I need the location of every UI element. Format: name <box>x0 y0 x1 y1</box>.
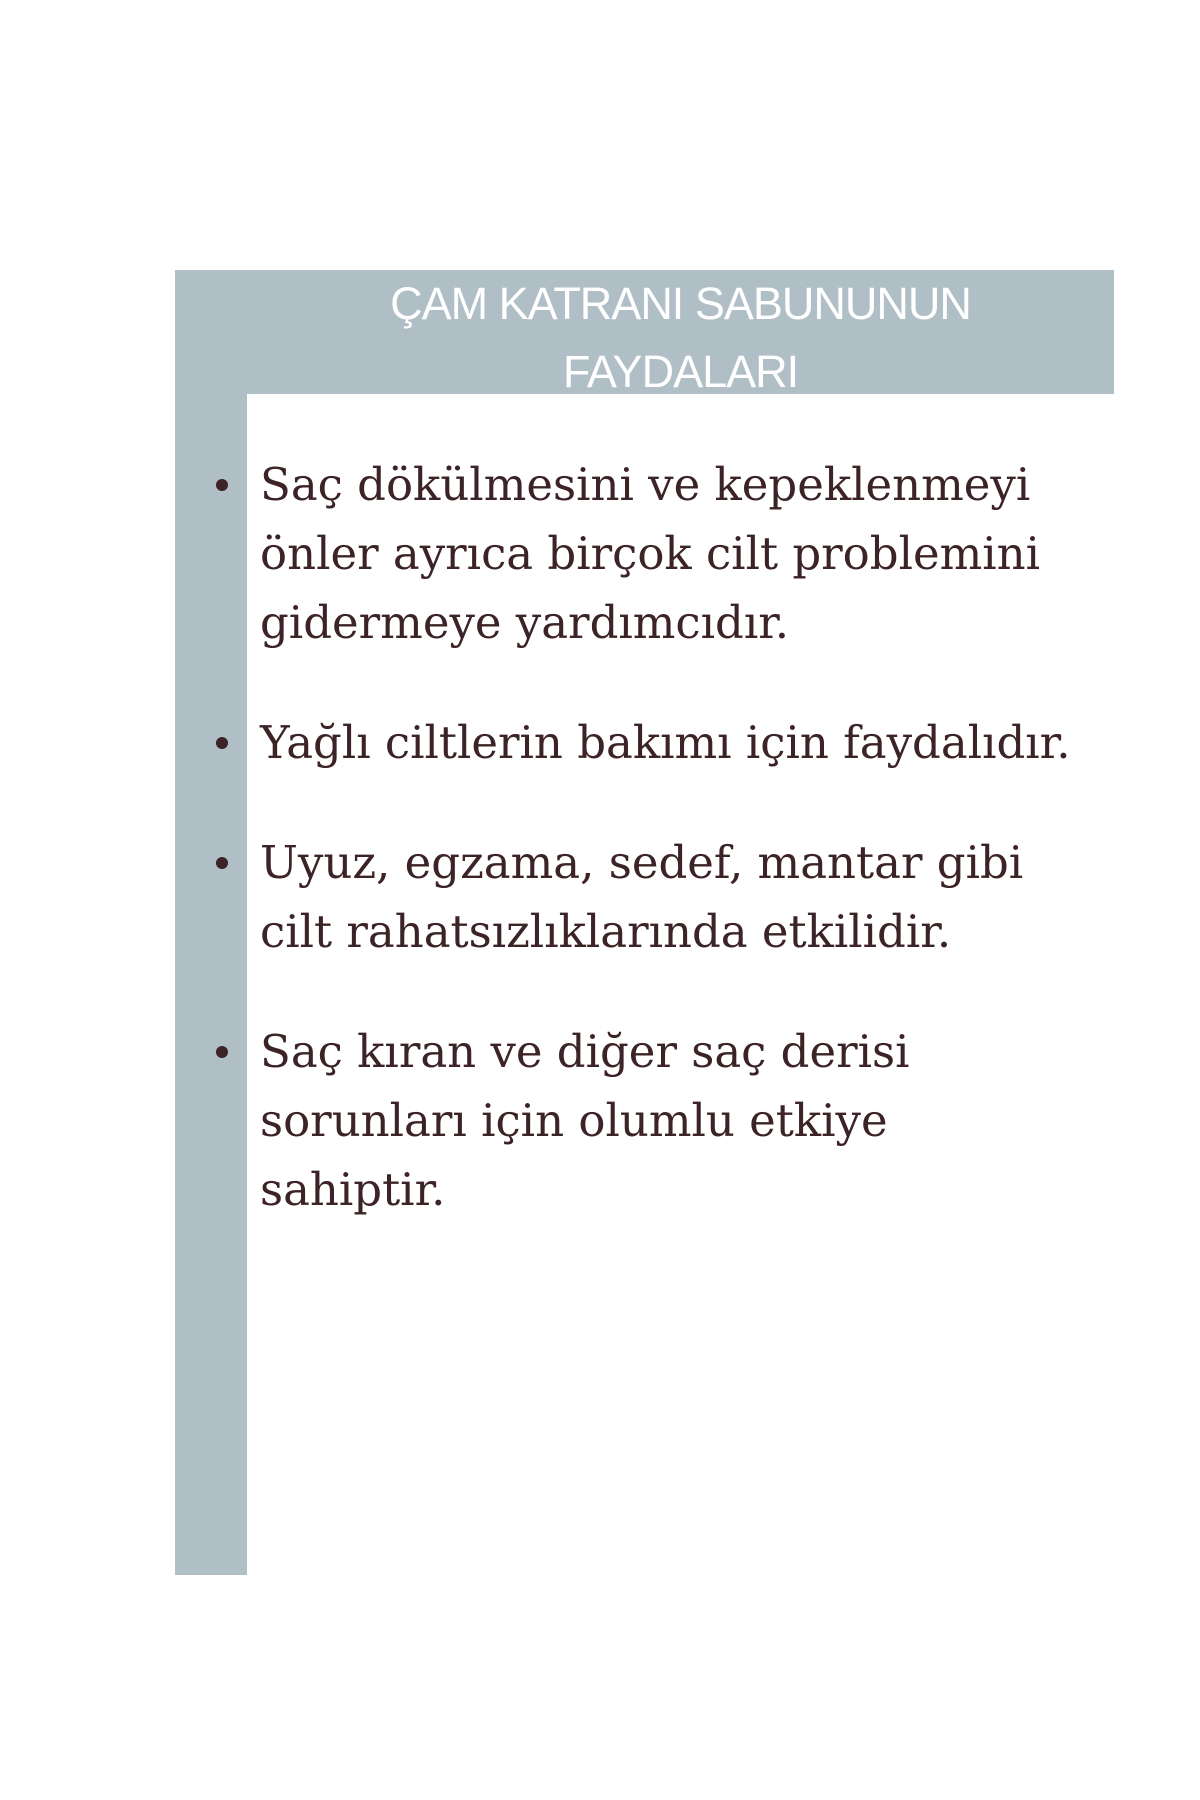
header-band <box>175 270 1114 397</box>
list-item <box>260 828 1075 966</box>
left-accent-bar <box>175 270 247 1575</box>
list-item <box>260 1017 1075 1224</box>
list-item-text: Uyuz, egzama, sedef, mantar gibi cilt rahatsızlıklarında etkilidir. <box>260 836 1024 958</box>
page-title: ÇAM KATRANI SABUNUNUN FAYDALARI <box>390 278 971 397</box>
bullet-icon <box>216 1046 228 1058</box>
list-item-text: Saç kıran ve diğer saç derisi sorunları için olumlu etkiye sahiptir. <box>260 1025 910 1216</box>
list-item <box>260 708 1075 777</box>
list-item-text: Yağlı ciltlerin bakımı için faydalıdır. <box>260 716 1071 769</box>
bullet-icon <box>216 857 228 869</box>
benefits-list <box>260 450 1075 1275</box>
list-item <box>260 450 1075 657</box>
bullet-icon <box>216 737 228 749</box>
bullet-icon <box>216 479 228 491</box>
list-item-text: Saç dökülmesini ve kepeklenmeyi önler ayrıca birçok cilt problemini gidermeye yardımcıdır. <box>260 458 1041 649</box>
